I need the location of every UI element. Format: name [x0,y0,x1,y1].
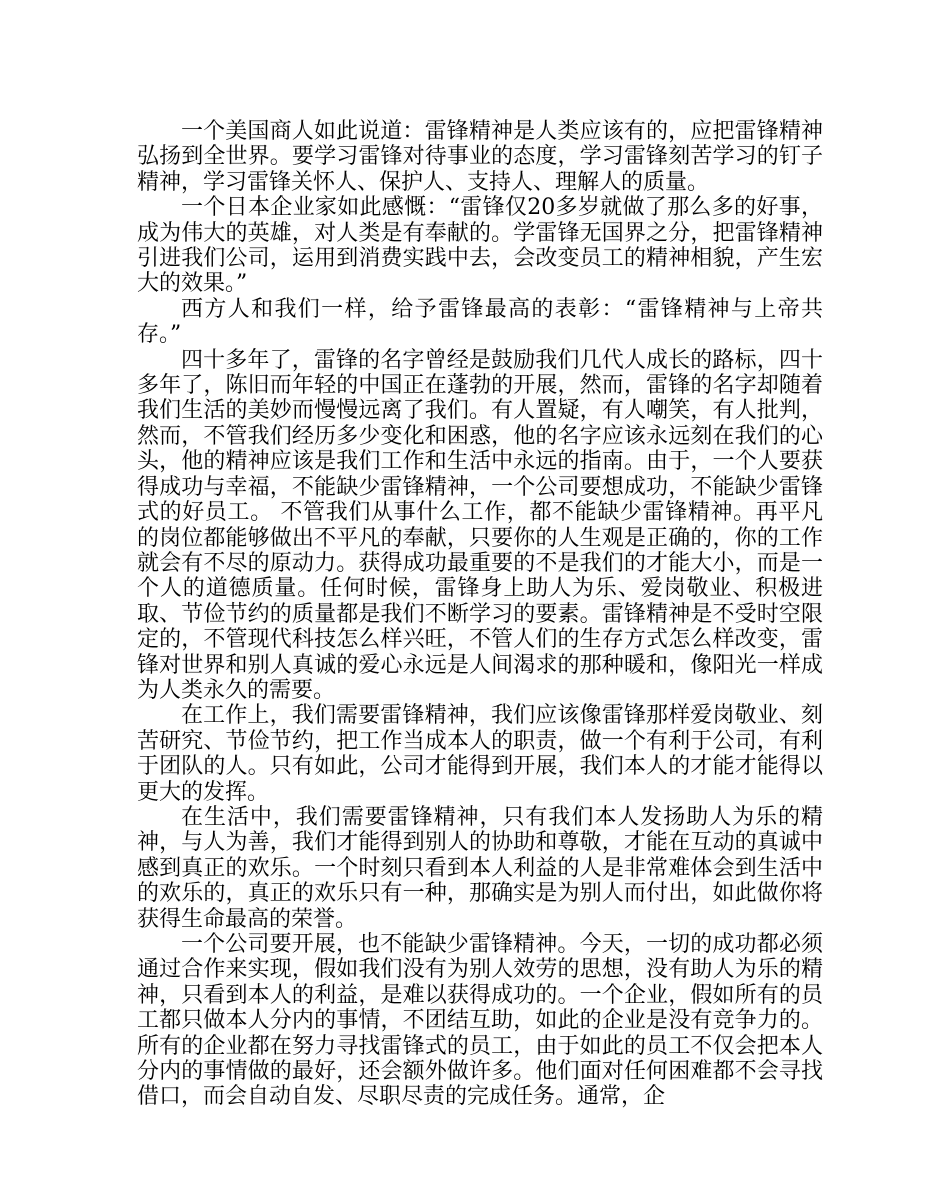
paragraph-western-praise: 西方人和我们一样，给予雷锋最高的表彰：“雷锋精神与上帝共存。” [137,296,823,348]
paragraph-at-work: 在工作上，我们需要雷锋精神，我们应该像雷锋那样爱岗敬业、刻苦研究、节俭节约，把工作当成本人的职责，做一个有利于公司，有利于团队的人。只有如此，公司才能得到开展，我们本人的才能才能得以更大的发挥。 [137,703,823,805]
document-body [137,119,823,1110]
paragraph-company-development: 一个公司要开展，也不能缺少雷锋精神。今天，一切的成功都必须通过合作来实现，假如我们没有为别人效劳的思想，没有助人为乐的精神，只看到本人的利益，是难以获得成功的。一个企业，假如所有的员工都只做本人分内的事情，不团结互助，如此的企业是没有竞争力的。所有的企业都在努力寻找雷锋式的员工，由于如此的员工不仅会把本人分内的事情做的最好，还会额外做许多。他们面对任何困难都不会寻找借口，而会自动自发、尽职尽责的完成任务。通常，企 [137,932,823,1110]
paragraph-american-businessman: 一个美国商人如此说道：雷锋精神是人类应该有的，应把雷锋精神弘扬到全世界。要学习雷锋对待事业的态度，学习雷锋刻苦学习的钉子精神，学习雷锋关怀人、保护人、支持人、理解人的质量。 [137,119,823,195]
paragraph-in-life: 在生活中，我们需要雷锋精神，只有我们本人发扬助人为乐的精神，与人为善，我们才能得到别人的协助和尊敬，才能在互动的真诚中感到真正的欢乐。一个时刻只看到本人利益的人是非常难体会到生活中的欢乐的，真正的欢乐只有一种，那确实是为别人而付出，如此做你将获得生命最高的荣誉。 [137,804,823,932]
paragraph-japanese-entrepreneur: 一个日本企业家如此感慨：“雷锋仅20多岁就做了那么多的好事，成为伟大的英雄，对人类是有奉献的。学雷锋无国界之分，把雷锋精神引进我们公司，运用到消费实践中去，会改变员工的精神相貌，产生宏大的效果。” [137,195,823,297]
paragraph-forty-years: 四十多年了，雷锋的名字曾经是鼓励我们几代人成长的路标，四十多年了，陈旧而年轻的中国正在蓬勃的开展，然而，雷锋的名字却随着我们生活的美妙而慢慢远离了我们。有人置疑，有人嘲笑，有人批判，然而，不管我们经历多少变化和困惑，他的名字应该永远刻在我们的心头，他的精神应该是我们工作和生活中永远的指南。由于，一个人要获得成功与幸福，不能缺少雷锋精神，一个公司要想成功，不能缺少雷锋式的好员工。 不管我们从事什么工作，都不能缺少雷锋精神。再平凡的岗位都能够做出不平凡的奉献，只要你的人生观是正确的，你的工作就会有不尽的原动力。获得成功最重要的不是我们的才能大小，而是一个人的道德质量。任何时候，雷锋身上助人为乐、爱岗敬业、积极进取、节俭节约的质量都是我们不断学习的要素。雷锋精神是不受时空限定的，不管现代科技怎么样兴旺，不管人们的生存方式怎么样改变，雷锋对世界和别人真诚的爱心永远是人间渴求的那种暖和，像阳光一样成为人类永久的需要。 [137,347,823,703]
